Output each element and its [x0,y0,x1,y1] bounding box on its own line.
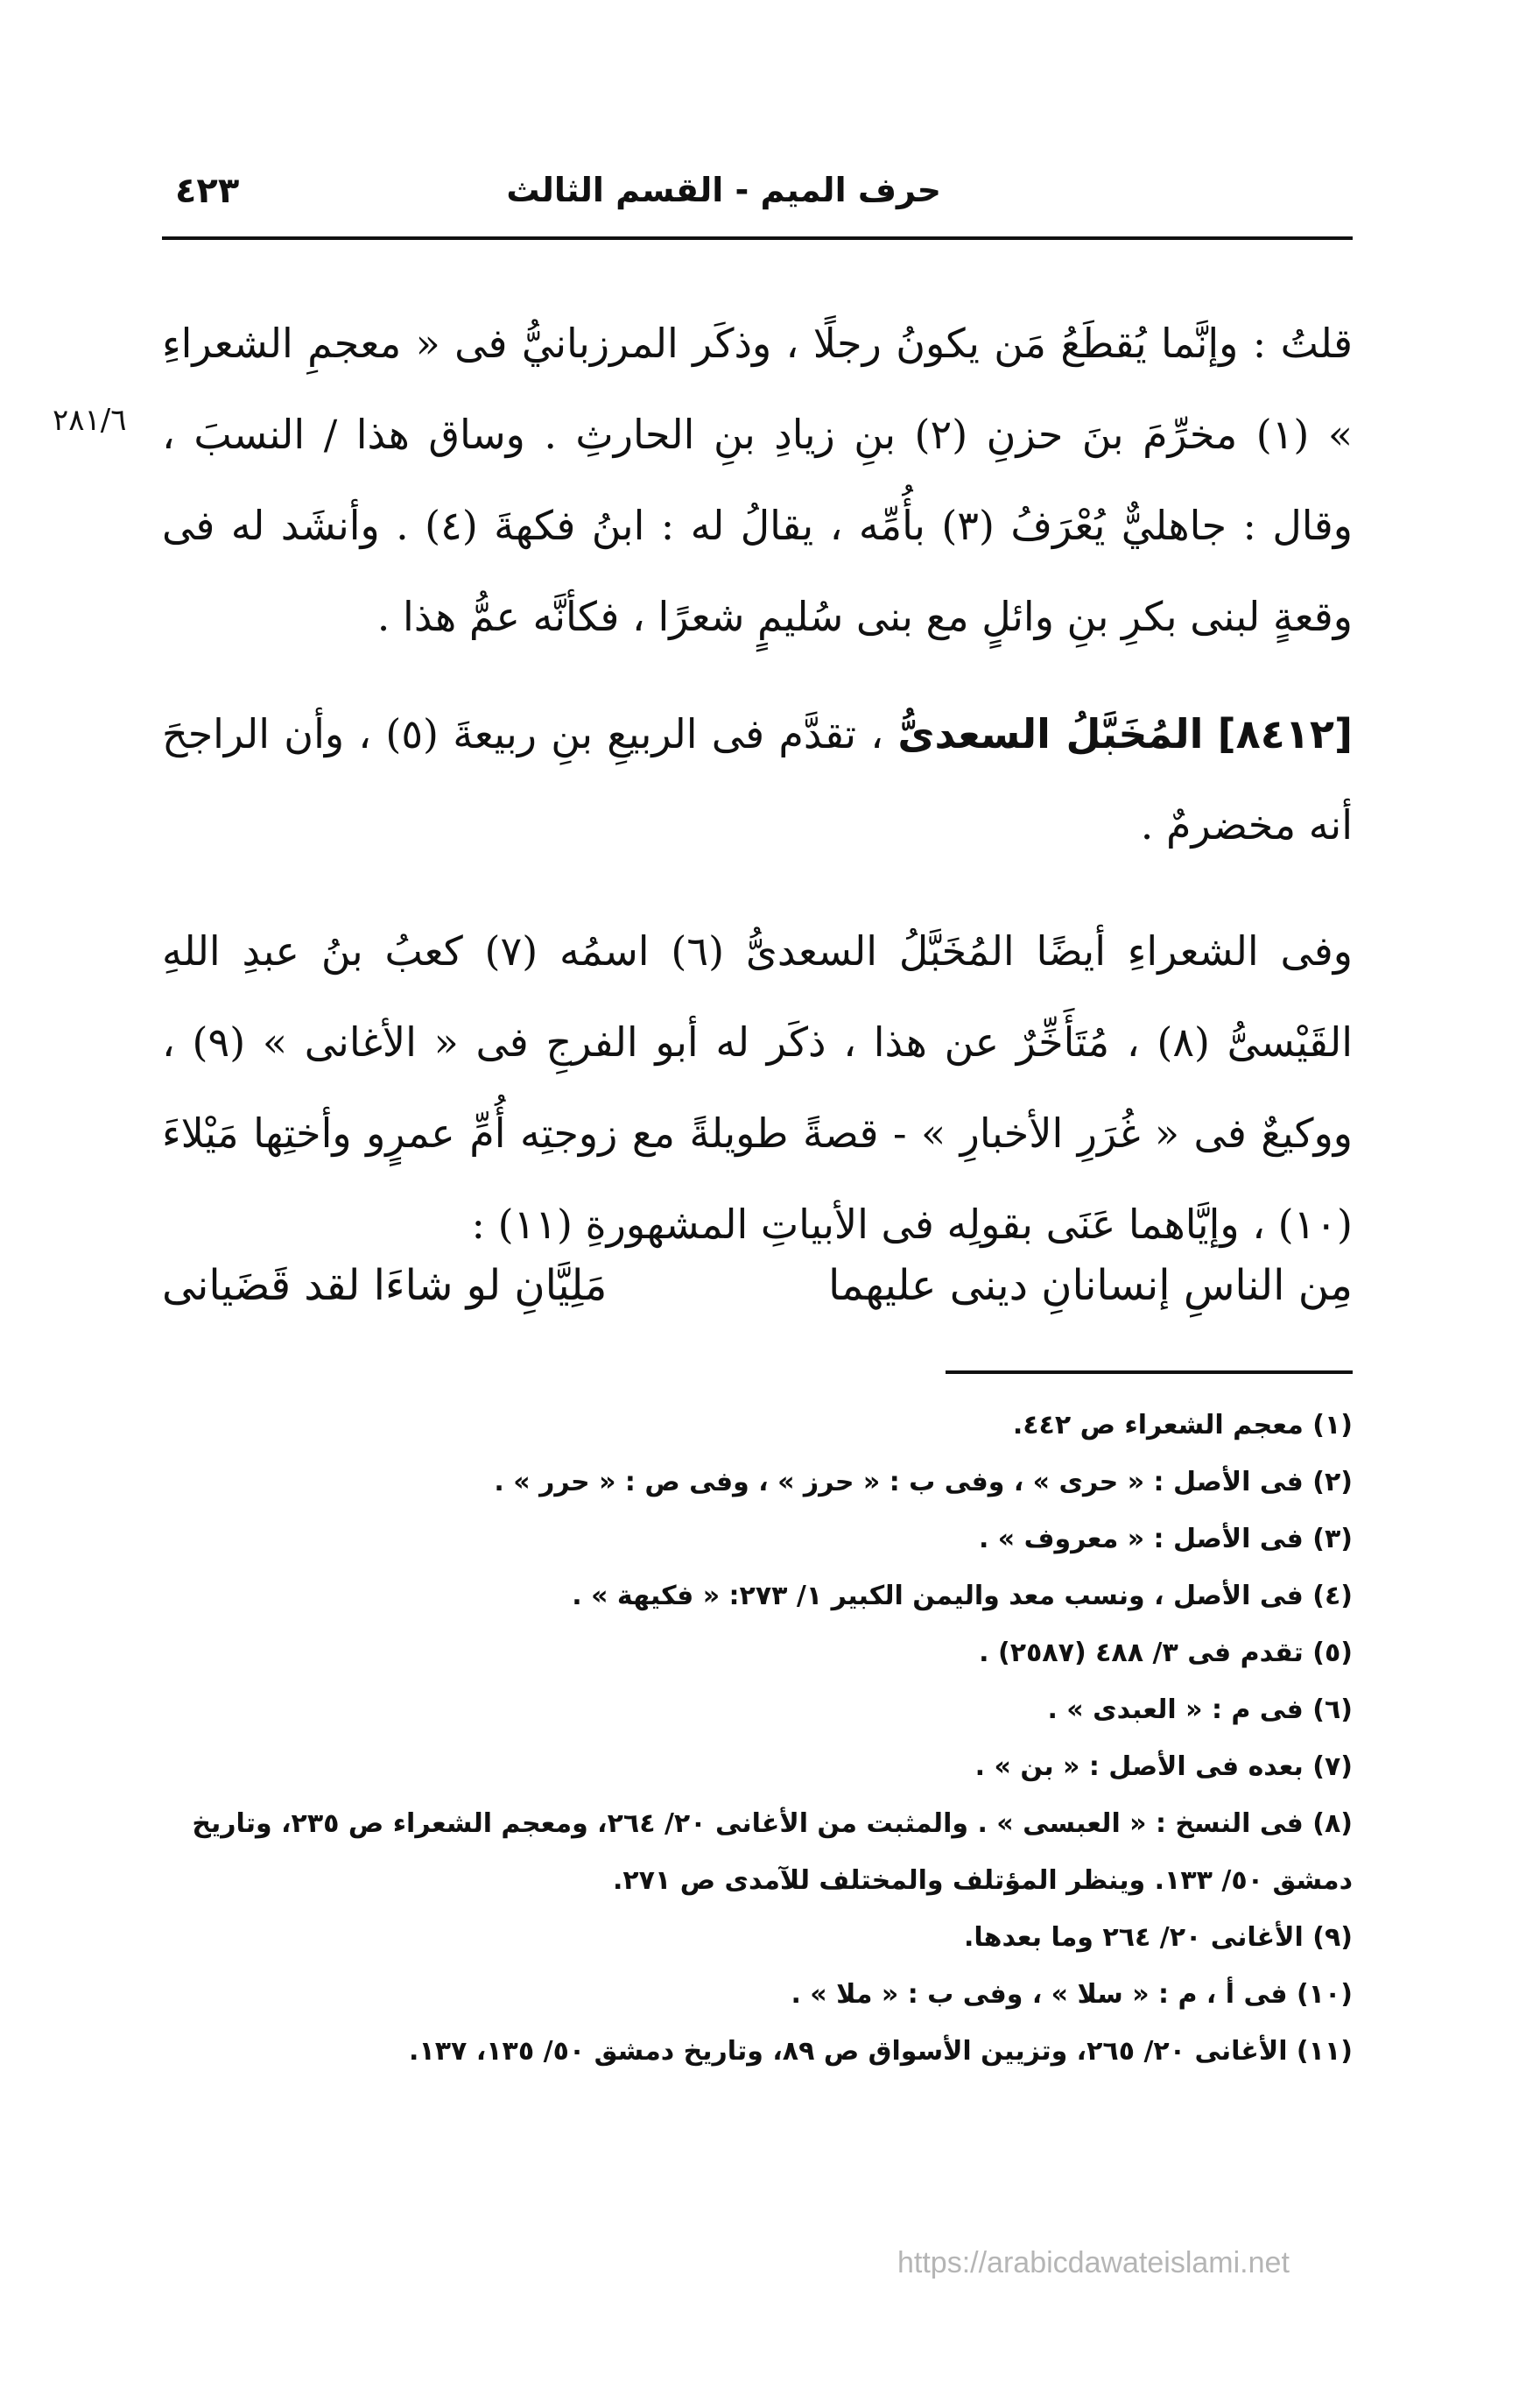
paragraph-1: قلتُ : وإنَّما يُقطَعُ مَن يكونُ رجلًا ، وذكَر المرزبانيُّ فى « معجمِ الشعراءِ » (١) مخرِّمَ بنَ حزنِ (٢) بنِ زيادِ بنِ الحارثِ . وساق هذا / النسبَ ، وقال : جاهليٌّ يُعْرَفُ (٣) بأُمِّه ، يقالُ له : ابنُ فكهةَ (٤) . وأنشَد له فى وقعةٍ لبنى بكرِ بنِ وائلٍ مع بنى سُليمٍ شعرًا ، فكأنَّه عمُّ هذا . [162,320,1354,640]
footnote: (٦) فى م : « العبدى » . [1047,1694,1353,1725]
footnotes [162,1397,1353,2080]
watermark-url: https://arabicdawateislami.net [897,2246,1290,2279]
footnote-rule [946,1370,1353,1374]
footnote: (٢) فى الأصل : « حرى » ، وفى ب : « حرز » ، وفى ص : « حرر » . [494,1467,1353,1497]
verse-hemistich-2: مَلِيَّانِ لو شاءَا لقد قَضَيانى [162,1261,608,1310]
page-header [162,171,1353,241]
running-title: حرف الميم - القسم الثالث [506,171,941,209]
footnote: (٥) تقدم فى ٣/ ٤٨٨ (٢٥٨٧) . [979,1638,1353,1668]
header-rule [162,236,1353,240]
main-text [162,298,1353,1270]
footnote: (١٠) فى أ ، م : « سلا » ، وفى ب : « ملا » . [791,1979,1353,2010]
footnote: (٧) بعده فى الأصل : « بن » . [974,1751,1353,1782]
footnote: (١) معجم الشعراء ص ٤٤٢. [1012,1410,1353,1441]
paragraph-2 [162,688,1353,870]
margin-reference: ٢٨١/٦ [53,403,127,438]
footnote: (٣) فى الأصل : « معروف » . [978,1524,1353,1554]
footnote: (٩) الأغانى ٢٠/ ٢٦٤ وما بعدها. [964,1922,1353,1953]
entry-name: المُخَبَّلُ السعدىُّ [897,710,1204,757]
footnote: (٤) فى الأصل ، ونسب معد واليمن الكبير ١/ ٢٧٣: « فكيهة » . [572,1581,1353,1611]
footnote: (٨) فى النسخ : « العبسى » . والمثبت من الأغانى ٢٠/ ٢٦٤، ومعجم الشعراء ص ٢٣٥، وتاريخ دمشق ٥٠/ ١٣٣. وينظر المؤتلف والمختلف للآمدى ص ٢٧١. [192,1808,1353,1896]
verse-hemistich-1: مِن الناسِ إنسانانِ دينى عليهما [827,1261,1353,1310]
paragraph-3: وفى الشعراءِ أيضًا المُخَبَّلُ السعدىُّ (٦) اسمُه (٧) كعبُ بنُ عبدِ اللهِ القَيْسىُّ (٨) ، مُتَأَخِّرٌ عن هذا ، ذكَر له أبو الفرجِ فى « الأغانى » (٩) ، ووكيعٌ فى « غُرَرِ الأخبارِ » - قصةً طويلةً مع زوجتِه أُمِّ عمرٍو وأختِها مَيْلاءَ (١٠) ، وإيَّاهما عَنَى بقولِه فى الأبياتِ المشهورةِ (١١) : [162,927,1353,1248]
entry-number: [٨٤١٢] [1217,710,1353,757]
poetry-verse [162,1261,1353,1310]
entry-text: ، تقدَّم فى الربيعِ بنِ ربيعةَ (٥) ، وأن الراجحَ أنه مخضرمٌ . [162,710,1353,849]
footnote: (١١) الأغانى ٢٠/ ٢٦٥، وتزيين الأسواق ص ٨٩، وتاريخ دمشق ٥٠/ ١٣٥، ١٣٧. [409,2036,1353,2067]
page-number: ٤٢٣ [175,171,240,211]
